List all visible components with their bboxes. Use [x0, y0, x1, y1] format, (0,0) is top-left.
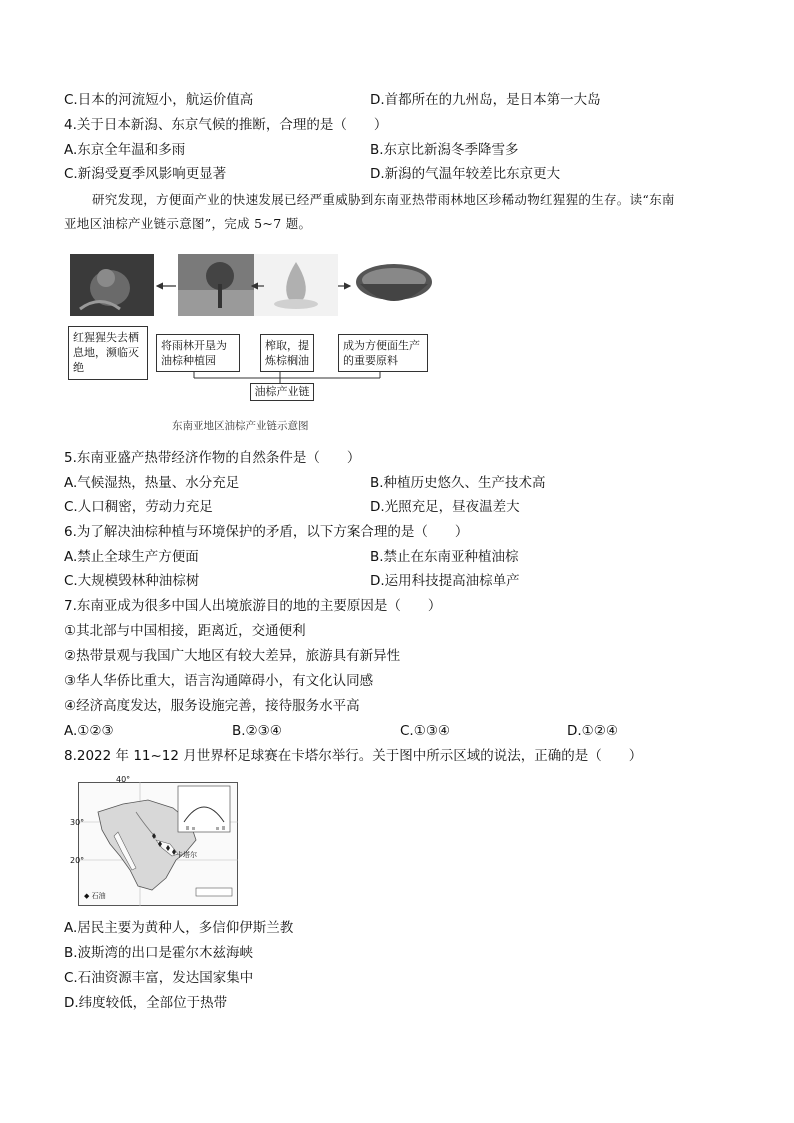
q6-stem: 6.为了解决油棕种植与环境保护的矛盾，以下方案合理的是（ ） [64, 524, 469, 540]
q4-option-d: D.新潟的气温年较差比东京更大 [370, 166, 561, 182]
q4-option-a: A.东京全年温和多雨 [64, 142, 186, 158]
middle-east-map [78, 782, 238, 906]
figure-caption: 东南亚地区油棕产业链示意图 [172, 420, 309, 432]
q5-option-a: A.气候湿热，热量、水分充足 [64, 475, 240, 491]
q7-statement-2: ②热带景观与我国广大地区有较大差异，旅游具有新异性 [64, 648, 401, 664]
q6-option-b: B.禁止在东南亚种植油棕 [370, 549, 519, 565]
q7-stem: 7.东南亚成为很多中国人出境旅游目的地的主要原因是（ ） [64, 598, 442, 614]
q7-option-b: B.②③④ [232, 723, 282, 739]
q3-option-d: D.首都所在的九州岛，是日本第一大岛 [370, 92, 601, 108]
map-lon-label: 40° [116, 775, 131, 784]
map-lat-label-1: 30° [70, 818, 85, 827]
q7-option-c: C.①③④ [400, 723, 451, 739]
q8-option-c: C.石油资源丰富，发达国家集中 [64, 970, 254, 986]
passage-line-1: 研究发现，方便面产业的快速发展已经严重威胁到东南亚热带雨林地区珍稀动物红猩猩的生存。读“东南 [92, 192, 675, 207]
chain-label: 油棕产业链 [250, 383, 314, 401]
map-place-label: 卡塔尔 [176, 851, 197, 859]
map-lat-label-2: 20° [70, 856, 85, 865]
q7-statement-3: ③华人华侨比重大，语言沟通障碍小，有文化认同感 [64, 673, 374, 689]
q6-option-a: A.禁止全球生产方便面 [64, 549, 199, 565]
q7-option-d: D.①②④ [567, 723, 618, 739]
q7-statement-4: ④经济高度发达，服务设施完善，接待服务水平高 [64, 698, 360, 714]
box-extract-oil: 榨取，提炼棕榈油 [260, 334, 314, 372]
passage-line-2: 亚地区油棕产业链示意图”，完成 5~7 题。 [64, 216, 312, 231]
q4-stem: 4.关于日本新潟、东京气候的推断，合理的是（ ） [64, 117, 388, 133]
q8-option-a: A.居民主要为黄种人，多信仰伊斯兰教 [64, 920, 294, 936]
q5-option-d: D.光照充足，昼夜温差大 [370, 499, 520, 515]
q8-option-d: D.纬度较低，全部位于热带 [64, 995, 228, 1011]
map-legend: ◆ 石油 [84, 892, 106, 900]
q8-option-b: B.波斯湾的出口是霍尔木兹海峡 [64, 945, 254, 961]
oil-palm-chain-figure [64, 248, 444, 438]
q7-statement-1: ①其北部与中国相接，距离近，交通便利 [64, 623, 306, 639]
q5-option-b: B.种植历史悠久、生产技术高 [370, 475, 546, 491]
q5-option-c: C.人口稠密，劳动力充足 [64, 499, 213, 515]
q6-option-c: C.大规模毁林种油棕树 [64, 573, 200, 589]
box-orangutan-extinction: 红猩猩失去栖息地，濒临灭绝 [68, 326, 148, 380]
box-noodle-material: 成为方便面生产的重要原料 [338, 334, 428, 372]
q3-option-c: C.日本的河流短小，航运价值高 [64, 92, 254, 108]
box-clear-rainforest: 将雨林开垦为油棕种植园 [156, 334, 240, 372]
q6-option-d: D.运用科技提高油棕单产 [370, 573, 520, 589]
q7-option-a: A.①②③ [64, 723, 114, 739]
q4-option-b: B.东京比新潟冬季降雪多 [370, 142, 519, 158]
q4-option-c: C.新潟受夏季风影响更显著 [64, 166, 227, 182]
q8-stem: 8.2022 年 11~12 月世界杯足球赛在卡塔尔举行。关于图中所示区域的说法，正确的是（ ） [64, 748, 643, 764]
q5-stem: 5.东南亚盛产热带经济作物的自然条件是（ ） [64, 450, 361, 466]
